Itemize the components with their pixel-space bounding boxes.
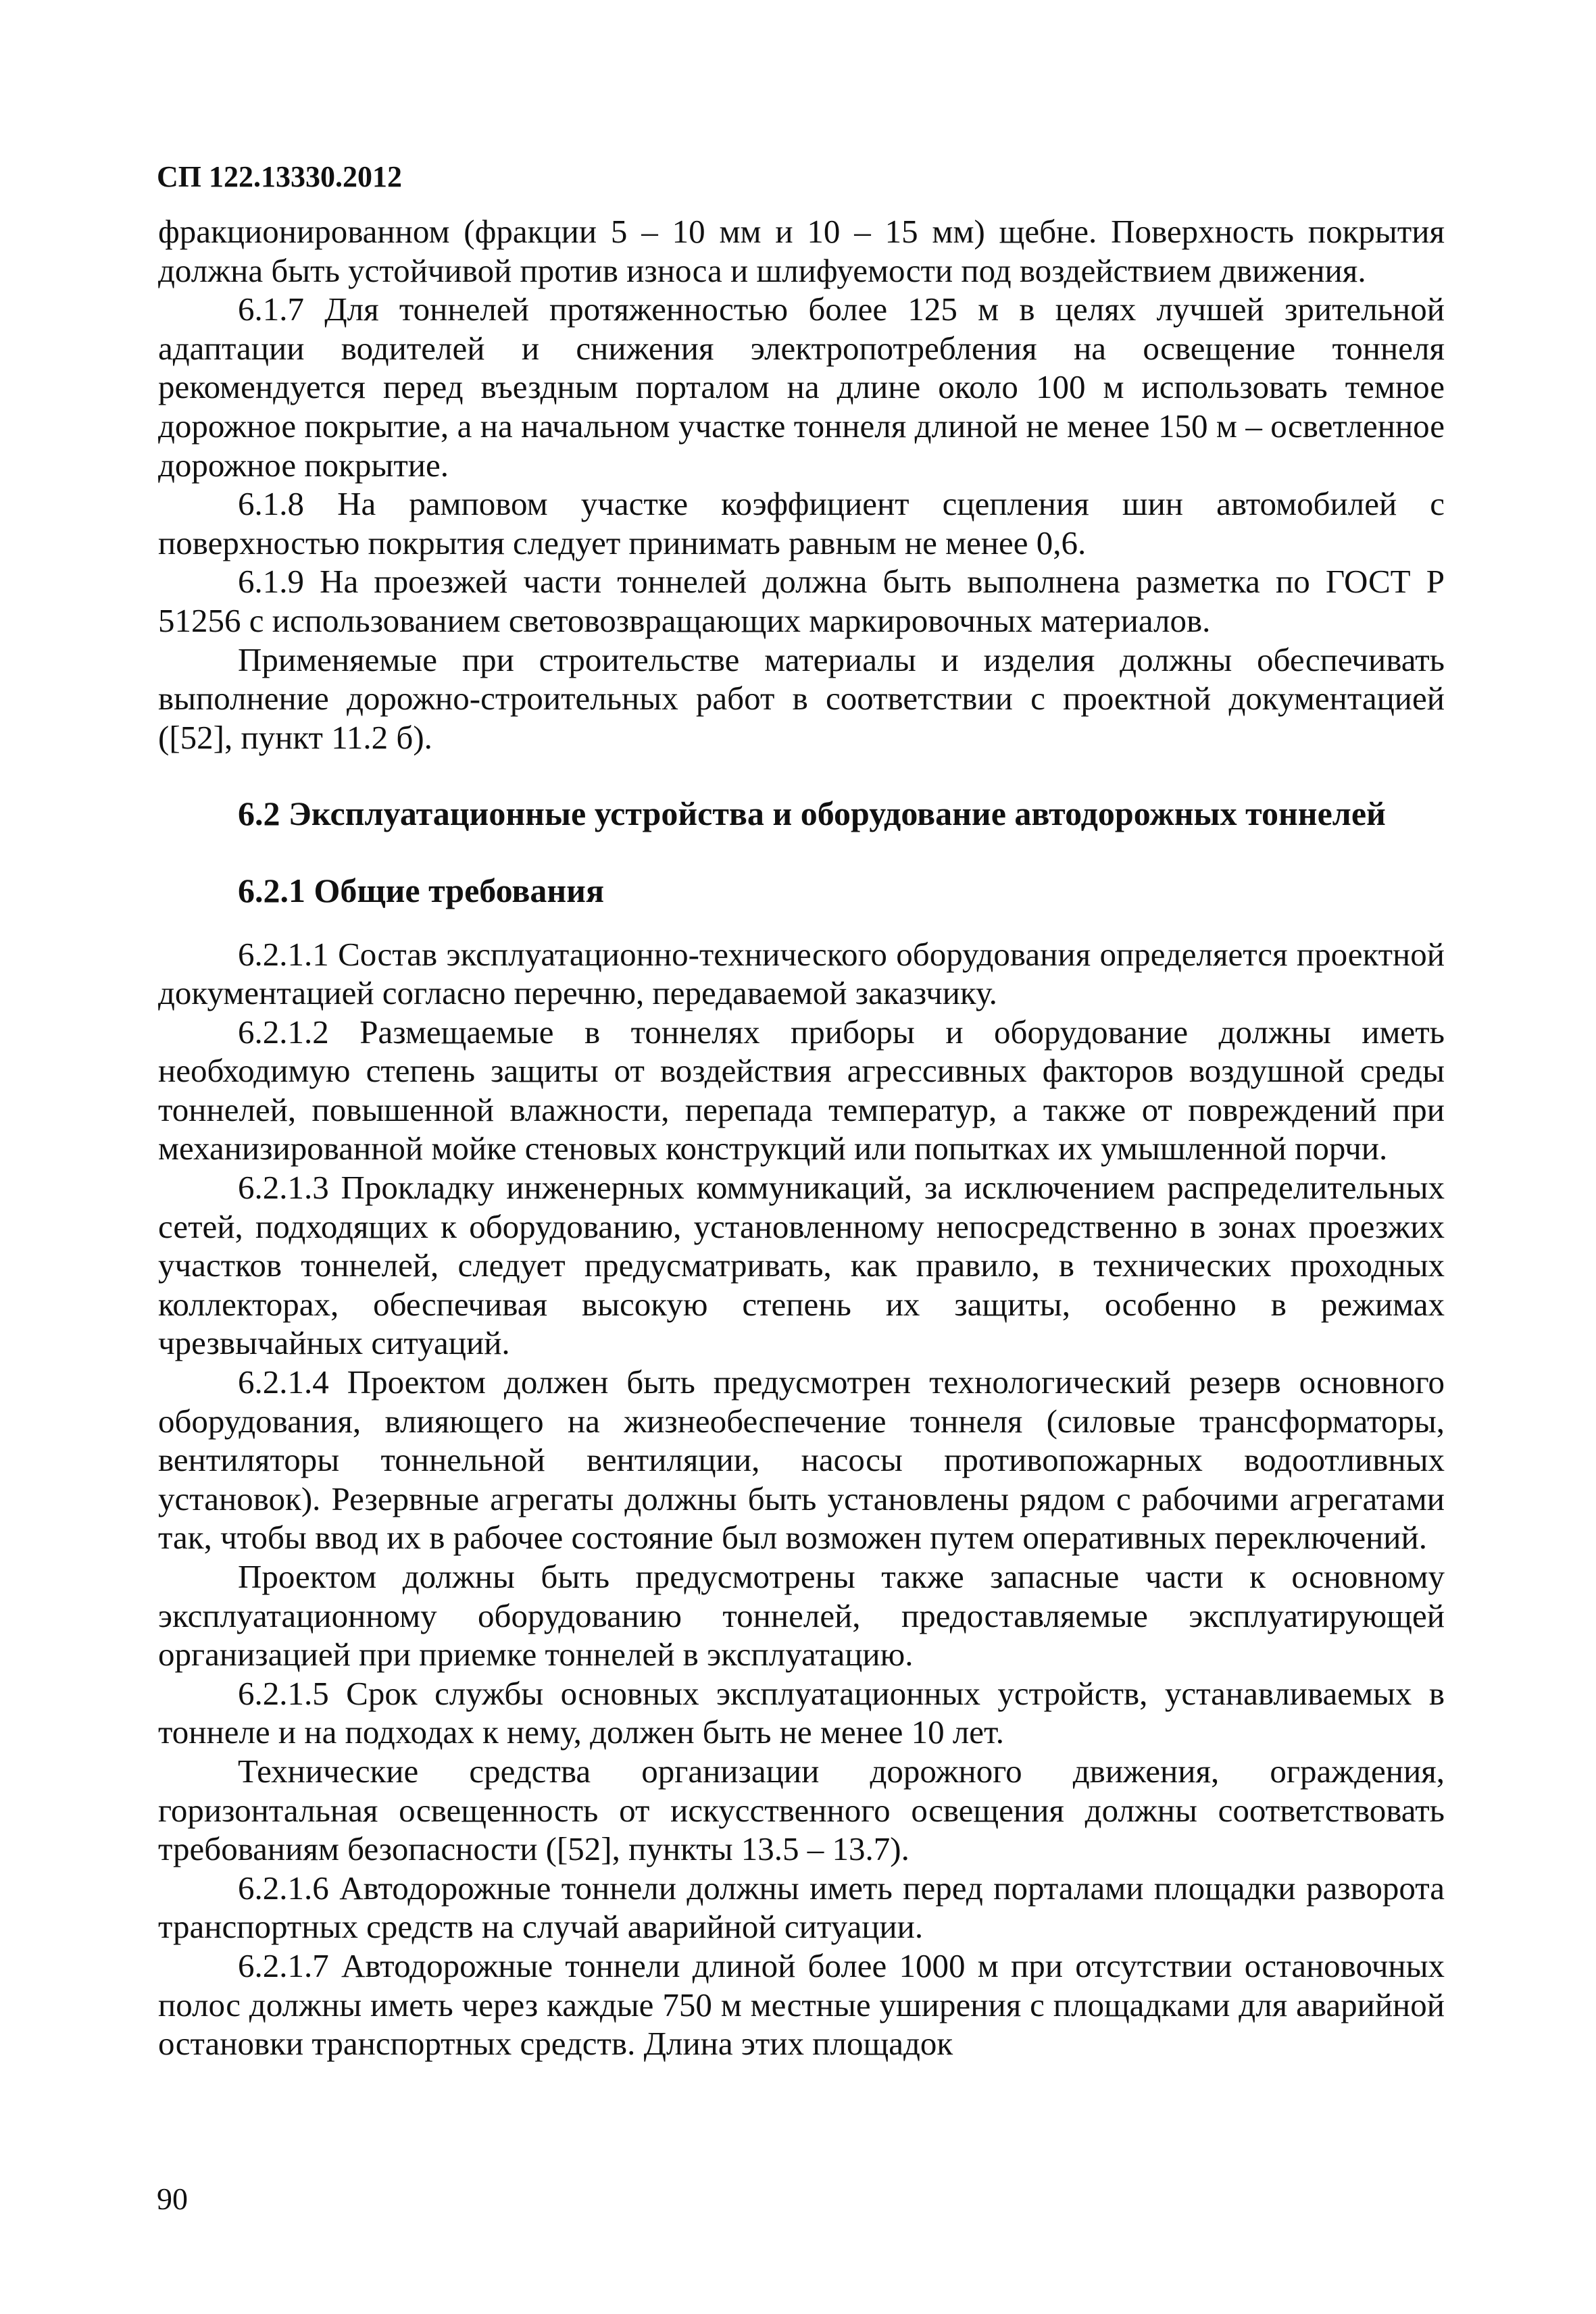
document-code-header: СП 122.13330.2012 — [157, 160, 402, 193]
document-body — [158, 212, 1445, 2063]
paragraph-6-2-1-1: 6.2.1.1 Состав эксплуатационно-технического оборудования определяется проектной документацией согласно перечню, передаваемой заказчику. — [158, 935, 1445, 1012]
page-number: 90 — [157, 2182, 188, 2216]
paragraph-6-2-1-5: 6.2.1.5 Срок службы основных эксплуатационных устройств, устанавливаемых в тоннеле и на подходах к нему, должен быть не менее 10 лет. — [158, 1674, 1445, 1751]
paragraph-6-2-1-7: 6.2.1.7 Автодорожные тоннели длиной более 1000 м при отсутствии остановочных полос должны иметь через каждые 750 м местные уширения с площадками для аварийной остановки транспортных средств. Длина этих площадок — [158, 1946, 1445, 2063]
paragraph-6-1-9: 6.1.9 На проезжей части тоннелей должна быть выполнена разметка по ГОСТ Р 51256 с использованием световозвращающих маркировочных материалов. — [158, 563, 1445, 639]
section-heading-6-2: 6.2 Эксплуатационные устройства и оборудование автодорожных тоннелей — [238, 795, 1386, 833]
paragraph-6-2-1-2: 6.2.1.2 Размещаемые в тоннелях приборы и оборудование должны иметь необходимую степень защиты от воздействия агрессивных факторов воздушной среды тоннелей, повышенной влажности, перепада температур, а также от повреждений при механизированной мойке стеновых конструкций или попытках их умышленной порчи. — [158, 1013, 1445, 1167]
paragraph-traffic-means: Технические средства организации дорожного движения, ограждения, горизонтальная освещенность от искусственного освещения должны соответствовать требованиям безопасности ([52], пункты 13.5 – 13.7). — [158, 1752, 1445, 1868]
paragraph-6-2-1-3: 6.2.1.3 Прокладку инженерных коммуникаций, за исключением распределительных сетей, подходящих к оборудованию, установленному непосредственно в зонах проезжих участков тоннелей, следует предусматривать, как правило, в технических проходных коллекторах, обеспечивая высокую степень их защиты, особенно в режимах чрезвычайных ситуаций. — [158, 1169, 1445, 1362]
paragraph-materials: Применяемые при строительстве материалы и изделия должны обеспечивать выполнение дорожно-строительных работ в соответствии с проектной документацией ([52], пункт 11.2 б). — [158, 640, 1445, 756]
paragraph-6-1-7: 6.1.7 Для тоннелей протяженностью более 125 м в целях лучшей зрительной адаптации водителей и снижения электропотребления на освещение тоннеля рекомендуется перед въездным порталом на длине около 100 м использовать темное дорожное покрытие, а на начальном участке тоннеля длиной не менее 150 м – осветленное дорожное покрытие. — [158, 291, 1445, 484]
paragraph-6-2-1-6: 6.2.1.6 Автодорожные тоннели должны иметь перед порталами площадки разворота транспортных средств на случай аварийной ситуации. — [158, 1869, 1445, 1946]
paragraph-spare-parts: Проектом должны быть предусмотрены также запасные части к основному эксплуатационному оборудованию тоннелей, предоставляемые эксплуатирующей организацией при приемке тоннелей в эксплуатацию. — [158, 1558, 1445, 1674]
paragraph-continuation: фракционированном (фракции 5 – 10 мм и 10 – 15 мм) щебне. Поверхность покрытия должна быть устойчивой против износа и шлифуемости под воздействием движения. — [158, 213, 1445, 289]
subsection-heading-6-2-1: 6.2.1 Общие требования — [238, 871, 605, 909]
paragraph-6-2-1-4: 6.2.1.4 Проектом должен быть предусмотрен технологический резерв основного оборудования, влияющего на жизнеобеспечение тоннеля (силовые трансформаторы, вентиляторы тоннельной вентиляции, насосы противопожарных водоотливных установок). Резервные агрегаты должны быть установлены рядом с рабочими агрегатами так, чтобы ввод их в рабочее состояние был возможен путем оперативных переключений. — [158, 1363, 1445, 1557]
paragraph-6-1-8: 6.1.8 На рамповом участке коэффициент сцепления шин автомобилей с поверхностью покрытия следует принимать равным не менее 0,6. — [158, 485, 1445, 561]
